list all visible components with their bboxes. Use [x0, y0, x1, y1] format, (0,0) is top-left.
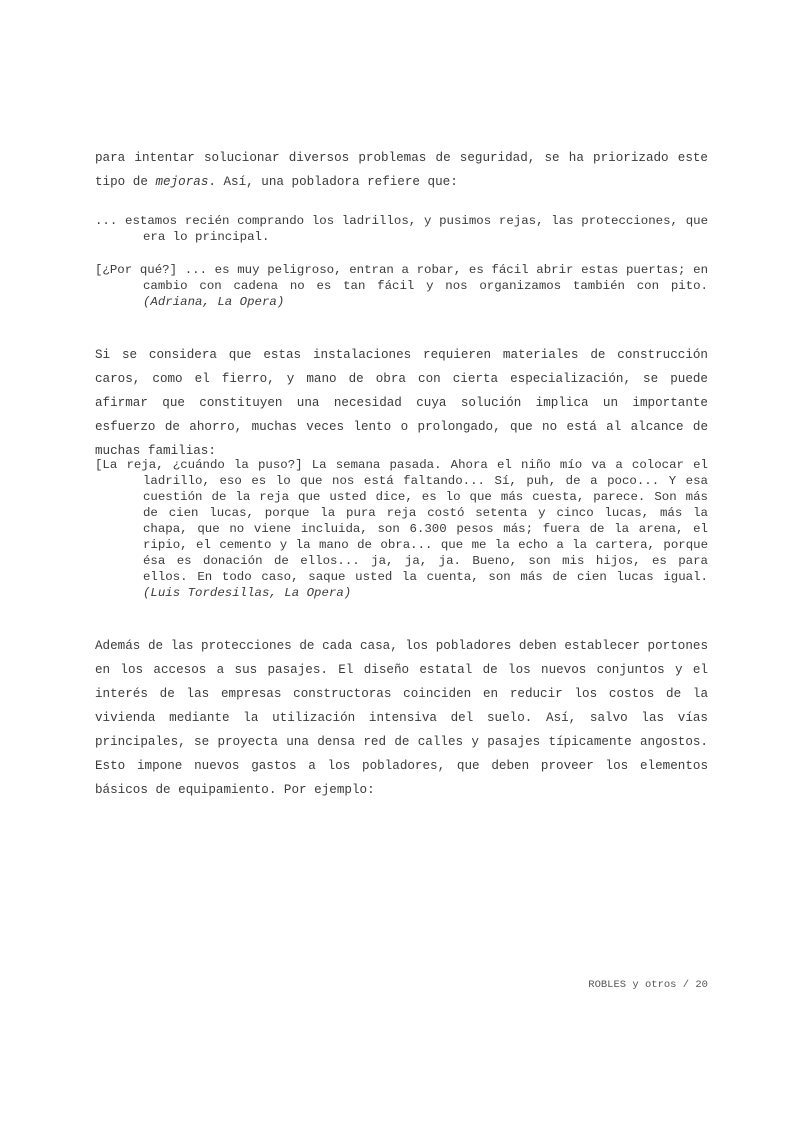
paragraph-2-text: Si se considera que estas instalaciones requieren materiales de construcción caros, como el fierro, y mano de obra con cierta especialización, se puede afirmar que constituyen una necesidad cuya solución implica un importante esfuerzo de ahorro, muchas veces lento o prolongado, que no está al alcance de muchas familias:: [95, 348, 708, 458]
quote-3-text: [La reja, ¿cuándo la puso?] La semana pasada. Ahora el niño mío va a colocar el ladrillo, eso es lo que nos está faltando... Sí, puh, de a poco... Y esa cuestión de la reja que usted dice, es lo que más cuesta, parece. Son más de cien lucas, porque la pura reja costó setenta y cinco lucas, más la chapa, que no viene incluida, son 6.300 pesos más; fuera de la arena, el ripio, el cemento y la mano de obra... que me la echo a la cartera, porque ésa es donación de ellos... ja, ja, ja. Bueno, son mis hijos, es para ellos. En todo caso, saque usted la cuenta, son más de cien lucas igual.: [95, 458, 708, 584]
body-paragraph-3: [95, 634, 708, 802]
paragraph-3-text: Además de las protecciones de cada casa, los pobladores deben establecer portones en los accesos a sus pasajes. El diseño estatal de los nuevos conjuntos y el interés de las empresas constructoras coinciden en reducir los costos de la vivienda mediante la utilización intensiva del suelo. Así, salvo las vías principales, se proyecta una densa red de calles y pasajes típicamente angostos. Esto impone nuevos gastos a los pobladores, que deben proveer los elementos básicos de equipamiento. Por ejemplo:: [95, 639, 708, 797]
block-quote-2: [95, 262, 708, 310]
quote-2-citation: (Adriana, La Opera): [143, 295, 285, 309]
quote-1-text: ... estamos recién comprando los ladrillos, y pusimos rejas, las protecciones, que era lo principal.: [95, 214, 708, 244]
paragraph-1-emphasis: mejoras: [155, 175, 209, 189]
running-footer: ROBLES y otros / 20: [588, 979, 708, 991]
paragraph-1-lead: para intentar solucionar diversos problemas de seguridad, se ha priorizado este tipo de: [95, 151, 708, 189]
quote-3-citation: (Luis Tordesillas, La Opera): [143, 586, 352, 600]
paragraph-1-tail: . Así, una pobladora refiere que:: [208, 175, 458, 189]
block-quote-3: [95, 457, 708, 601]
block-quote-1: [95, 213, 708, 245]
quote-2-text: [¿Por qué?] ... es muy peligroso, entran a robar, es fácil abrir estas puertas; en cambio con cadena no es tan fácil y nos organizamos también con pito.: [95, 263, 708, 293]
body-paragraph-2: [95, 343, 708, 463]
body-paragraph-1: [95, 146, 708, 194]
